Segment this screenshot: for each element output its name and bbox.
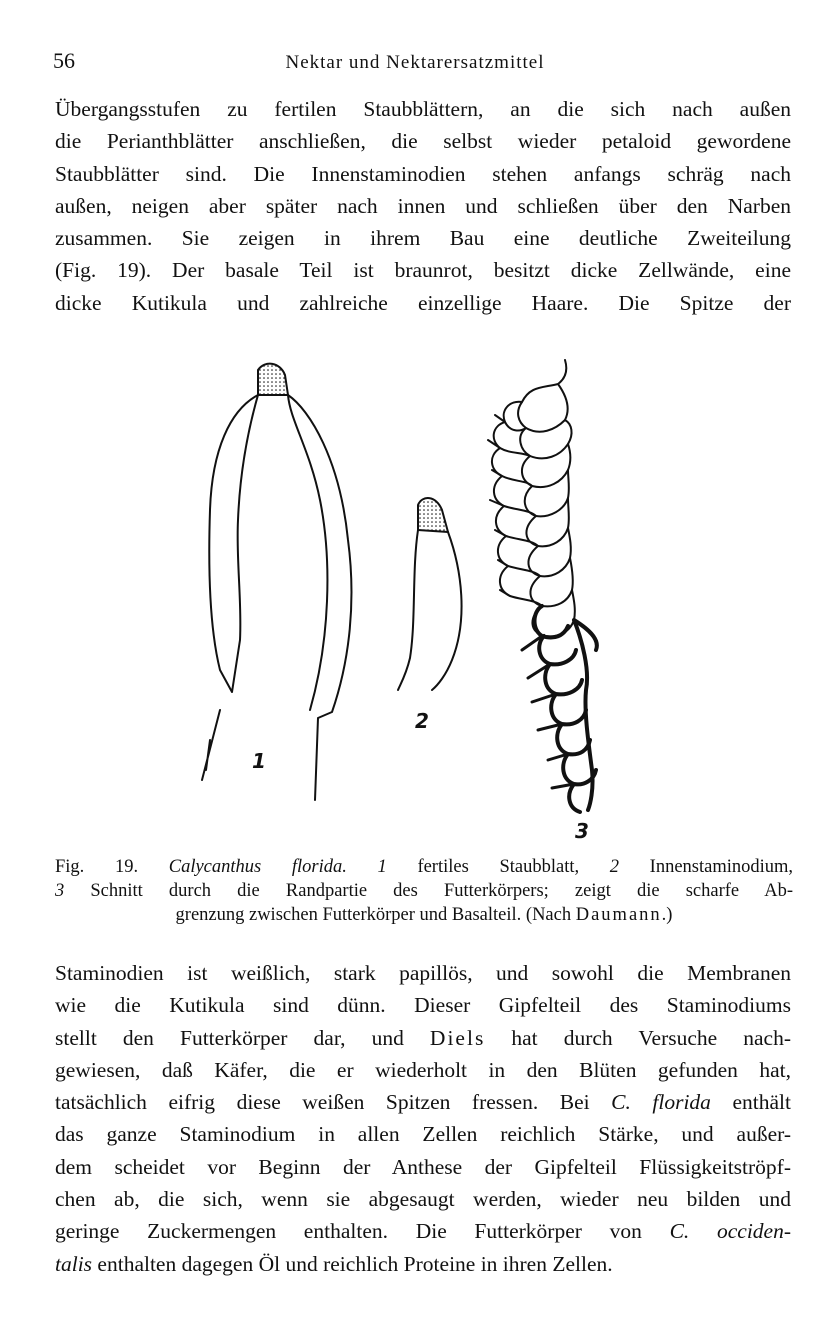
staminode-drawing (398, 498, 462, 690)
caption-text: .) (661, 905, 673, 925)
figure-label-3: 3 (575, 819, 589, 840)
text-line (55, 1086, 791, 1118)
author-name: Diels (429, 1025, 486, 1050)
paragraph-top (55, 93, 791, 319)
species-name: talis (55, 1251, 93, 1276)
text-line (55, 1248, 791, 1280)
species-name: C. occiden- (669, 1219, 791, 1244)
caption-text: fertiles Staubblatt, (417, 857, 580, 877)
text-fragment: enthalten dagegen Öl und reichlich Proteine in ihren Zellen. (97, 1251, 613, 1276)
text-line: (Fig. 19). Der basale Teil ist braunrot, besitzt dicke Zellwände, eine (55, 258, 791, 283)
text-line: zusammen. Sie zeigen in ihrem Bau eine deutliche Zweiteilung (55, 226, 791, 251)
caption-num: 2 (609, 857, 620, 877)
running-title: Nektar und Nektarersatzmittel (285, 52, 545, 73)
stamen-drawing (202, 364, 351, 800)
caption-line (55, 903, 793, 927)
section-drawing (488, 360, 597, 812)
text-line: chen ab, die sich, wenn sie abgesaugt werden, wieder neu bilden und (55, 1187, 791, 1212)
text-line: dicke Kutikula und zahlreiche einzellige Haare. Die Spitze der (55, 290, 791, 315)
text-fragment: stellt den Futterkörper dar, und (55, 1025, 404, 1050)
caption-num: 1 (377, 857, 387, 877)
text-line: dem scheidet vor Beginn der Anthese der Gipfelteil Flüssigkeitströpf- (55, 1154, 791, 1179)
caption-line (55, 855, 793, 879)
text-line: Staminodien ist weißlich, stark papillös, und sowohl die Membranen (55, 961, 791, 985)
caption-fig-number: Fig. 19. (55, 857, 139, 877)
text-line (55, 1022, 791, 1054)
figure-19-illustration (170, 340, 670, 840)
page-number: 56 (53, 48, 75, 73)
caption-author: Daumann (575, 905, 662, 925)
figure-caption (55, 855, 793, 927)
text-line (55, 1215, 791, 1247)
text-line: das ganze Staminodium in allen Zellen reichlich Stärke, und außer- (55, 1122, 791, 1147)
text-line: die Perianthblätter anschließen, die selbst wieder petaloid gewordene (55, 129, 791, 154)
text-fragment: enthält (732, 1090, 791, 1115)
text-fragment: tatsächlich eifrig diese weißen Spitzen fressen. Bei (55, 1090, 590, 1115)
text-line: Übergangsstufen zu fertilen Staubblättern, an die sich nach außen (55, 97, 791, 121)
figure-label-1: 1 (252, 749, 266, 773)
text-fragment: hat durch Versuche nach- (511, 1025, 791, 1050)
figure-label-2: 2 (415, 709, 429, 733)
text-line: wie die Kutikula sind dünn. Dieser Gipfelteil des Staminodiums (55, 993, 791, 1018)
paragraph-bottom (55, 957, 791, 1280)
caption-text: Schnitt durch die Randpartie des Futterkörpers; zeigt die scharfe Ab- (90, 881, 793, 901)
text-line: Staubblätter sind. Die Innenstaminodien stehen anfangs schräg nach (55, 161, 791, 186)
caption-num: 3 (55, 881, 65, 901)
text-line: gewiesen, daß Käfer, die er wiederholt in den Blüten gefunden hat, (55, 1057, 791, 1082)
text-fragment: geringe Zuckermengen enthalten. Die Futterkörper von (55, 1219, 642, 1244)
caption-species: Calycanthus florida. (168, 857, 347, 877)
caption-text: grenzung zwischen Futterkörper und Basalteil. (Nach (175, 905, 572, 925)
caption-text: Innenstaminodium, (649, 857, 794, 877)
text-line: außen, neigen aber später nach innen und schließen über den Narben (55, 193, 791, 218)
caption-line (55, 879, 793, 903)
species-name: C. florida (611, 1090, 711, 1115)
